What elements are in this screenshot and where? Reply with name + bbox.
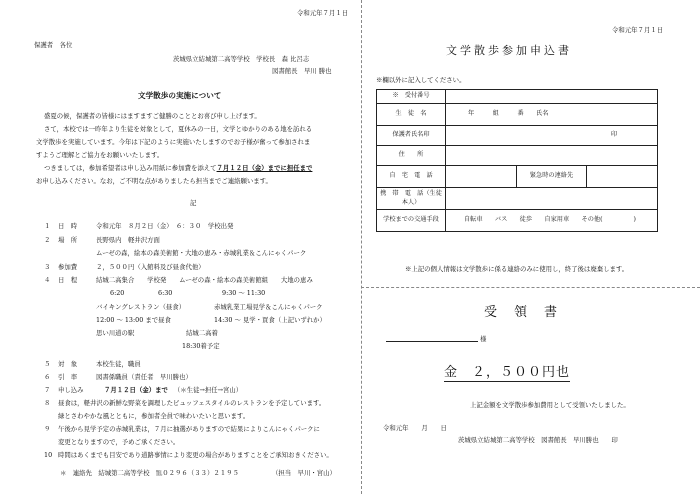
field-home-phone[interactable] [446,166,517,188]
field-label-receipt-number: ※ 受付番号 [377,90,446,104]
schedule-item [44,400,325,406]
receipt-date: 令和元年 月 日 [383,424,447,432]
notice-contact: ＊ 連絡先 結城第二高等学校 ℡０２９６（３３）２１９５ [60,469,239,477]
item-number: １ [44,222,51,230]
field-label-student-name: 生 徒 名 [377,104,446,126]
field-label-address: 住 所 [377,146,446,166]
notice-sender-line1: 茨城県立結城第二高等学校 学校長 森 比呂志 [173,55,310,63]
field-mobile-phone[interactable] [446,188,658,210]
schedule-item [44,361,141,367]
notice-body-text: つきましては，参加希望者は申し込み用紙に参加費を添えて [44,164,217,172]
form-row-transport [377,210,658,232]
receipt-title: 受 領 書 [484,305,560,320]
item-label: 引 率 [58,373,78,381]
item-text: ７月１２日（金）まで [104,386,168,394]
timetable-cell: 6:20 [110,289,125,297]
application-form-table [376,89,658,232]
timetable-cell: 9:30 ～ 11:30 [222,289,266,297]
item-text: 本校生徒，職員 [96,360,141,368]
notice-date: 令和元年７月１日 [297,9,349,17]
notice-body-line: すようご理解とご協力をお願いいたします。 [36,151,164,159]
schedule-item [44,250,306,256]
item-text: 図書係職員（責任者 早川勝也） [96,373,192,381]
form-row-address [377,146,658,166]
field-guardian-name[interactable]: 印 [446,126,658,146]
schedule-item [44,413,249,419]
receipt-amount: 金 ２，５００円也 [444,365,571,380]
notice-sender-line2: 図書館長 早川 勝也 [272,67,332,75]
schedule-item [44,439,179,445]
notice-body-line [44,165,312,171]
privacy-note: ※上記の個人情報は文学散歩に係る連絡のみに使用し，終了後は廃棄します。 [405,265,629,273]
item-text: 午後から見学予定の赤城乳業は，７月に抽選がありますので結果によりこんにゃくパークに [58,425,320,433]
page-divider-vertical [361,0,362,494]
schedule-item [44,277,313,283]
item-label: 場 所 [58,236,78,244]
schedule-item [44,452,333,458]
receipt-sama: 様 [480,335,487,343]
schedule-item [44,426,320,432]
receipt-sender: 茨城県立結城第二高等学校 図書館長 早川勝也 印 [458,436,618,444]
item-number: ６ [44,373,51,381]
notice-body-tail: お申し込みください。なお，ご不明な点がありましたら担当までご連絡願います。 [36,177,272,185]
schedule-item [44,237,160,243]
item-text: 変更となりますので，予めご承ください。 [58,438,180,446]
notice-body-line: 文学散歩を実施しています。今年は下記のように実施いたしますのでお子様が奮って参加されま [36,138,311,146]
form-title: 文学散歩参加申込書 [446,44,572,57]
form-row-guardian-name [377,126,658,146]
form-row-mobile [377,188,658,210]
item-text: ２，５００円（入館料及び昼食代他） [96,263,205,271]
schedule-item [44,264,205,270]
form-date: 令和元年７月１日 [612,26,664,34]
field-emergency-contact[interactable] [587,166,658,188]
item-number: ２ [44,236,51,244]
item-number: ７ [44,386,51,394]
notice-contact-note: （担当 早川・宮山） [272,469,336,477]
timetable-cell: 思い川道の駅 [96,329,135,337]
item-text: 長野県内 軽井沢方面 [96,236,160,244]
item-number: ８ [44,399,51,407]
notice-title: 文学散歩の実施について [138,91,222,100]
timetable-cell: 18:30着予定 [182,342,220,350]
item-number: 10 [44,451,53,459]
item-number: ５ [44,360,51,368]
receipt-statement: 上記金額を文学散歩参加費用として受領いたしました。 [470,401,630,409]
item-text: 緑とさわやかな風とともに，参加者全員で味わいたいと思います。 [58,412,250,420]
schedule-item [44,387,242,393]
item-number: ３ [44,263,51,271]
field-transport-options[interactable]: 自転車 バス 徒歩 自家用車 その他( ) [446,210,658,232]
timetable-cell: 結城二高着 [186,329,218,337]
item-number: ９ [44,425,51,433]
form-instruction: ※欄以外に記入してください。 [376,76,466,84]
page-divider-horizontal [361,287,700,288]
timetable-cell: 14:30 ～ 見学・買食（上記いずれか） [214,316,326,324]
field-label-mobile-phone: 携 帯 電 話（生徒本人） [377,188,446,210]
field-label-home-phone: 自 宅 電 話 [377,166,446,188]
item-number: ４ [44,276,51,284]
field-address[interactable] [446,146,658,166]
field-receipt-number [446,90,658,104]
item-label: 日 時 [58,222,78,230]
timetable-cell: 赤城乳業工場見学＆こんにゃくパーク [214,303,323,311]
notice-ki: 記 [190,199,197,207]
item-note: （＊生徒→担任→宮山） [173,386,243,394]
field-student-name[interactable]: 年 組 番 氏名 [446,104,658,126]
schedule-item [44,374,192,380]
notice-deadline: ７月１２日（金）までに担任まで [216,164,313,172]
item-text: 時間はあくまでも目安であり道路事情により変更の場合がありますことをご承知おきください。 [58,451,333,459]
timetable-cell: 12:00 ～ 13:00 まで昼食 [96,316,171,324]
timetable-cell: バイキングレストラン（昼食） [96,303,186,311]
item-label: 日 程 [58,276,78,284]
field-label-transport: 学校までの交通手段 [377,210,446,232]
item-label: 対 象 [58,360,78,368]
timetable-cell: 6:30 [158,289,173,297]
form-row-phone [377,166,658,188]
field-label-emergency-contact: 緊急時の連絡先 [516,166,587,188]
notice-body-line: 盛夏の候，保護者の皆様にはますますご健勝のこととお喜び申し上げます。 [44,112,261,120]
schedule-item [44,223,233,229]
item-text: 令和元年 ８月２日（金） ６：３０ 学校出発 [96,222,234,230]
item-text: 結城二高集合 学校発 ムーゼの森・絵本の森美術館組 大地の恵み [96,276,313,284]
field-label-guardian-name: 保護者氏名印 [377,126,446,146]
receipt-name-line [386,333,478,342]
item-label: 参加費 [58,263,78,271]
item-text: ムーゼの森，絵本の森美術館・大地の恵み・赤城乳業＆こんにゃくパーク [96,249,307,257]
form-row-receipt-number [377,90,658,104]
notice-body-line: さて，本校では一昨年より生徒を対象として，夏休みの一日，文学とゆかりのある地を訪れる [44,125,313,133]
form-row-student-name [377,104,658,126]
notice-recipient: 保護者 各位 [34,41,73,49]
item-text: 昼食は，軽井沢の新鮮な野菜を調理したビュッフェスタイルのレストランを予定しています。 [58,399,326,407]
item-label: 申し込み [58,386,84,394]
